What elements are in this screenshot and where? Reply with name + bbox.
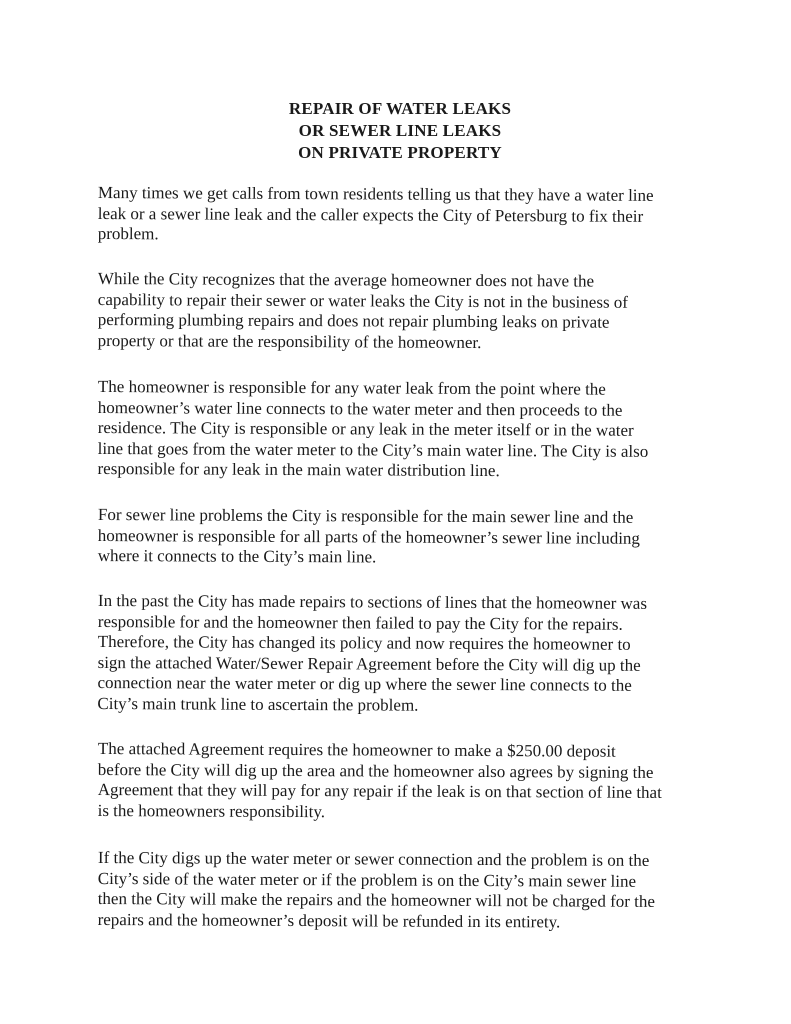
text-line: The attached Agreement requires the homeowner to make a $250.00 deposit [97,739,616,761]
text-line: responsible for any leak in the main water distribution line. [97,458,500,481]
text-line: Many times we get calls from town residents telling us that they have a water line [97,183,654,205]
text-line: homeowner is responsible for all parts of the homeowner’s sewer line including [97,525,641,548]
paragraph-refund-conditions [98,848,718,933]
text-line: performing plumbing repairs and does not repair plumbing leaks on private [97,309,610,332]
paragraph-city-not-plumbing [98,269,718,354]
paragraph-deposit-agreement [98,739,718,824]
title-line: OR SEWER LINE LEAKS [298,121,502,140]
text-line: residence. The City is responsible or any leak in the meter itself or in the water [97,417,634,440]
paragraph-policy-change [97,591,718,717]
text-line: leak or a sewer line leak and the caller expects the City of Petersburg to fix their [97,203,644,226]
text-line: If the City digs up the water meter or sewer connection and the problem is on the [97,848,650,870]
text-line: capability to repair their sewer or water leaks the City is not in the business of [97,289,629,312]
text-line: responsible for and the homeowner then failed to pay the City for the repairs. [97,611,623,634]
text-line: Agreement that they will pay for any repair if the leak is on that section of line that [97,779,662,802]
text-line: repairs and the homeowner’s deposit will be refunded in its entirety. [97,909,561,931]
text-line: then the City will make the repairs and the homeowner will not be charged for the [97,888,655,911]
text-line: For sewer line problems the City is responsible for the main sewer line and the [97,505,634,527]
title-line: REPAIR OF WATER LEAKS [288,99,512,118]
title-line: ON PRIVATE PROPERTY [298,143,502,162]
text-line: property or that are the responsibility of the homeowner. [97,330,482,352]
paragraph-sewer-responsibility [98,505,718,570]
text-line: City’s main trunk line to ascertain the problem. [97,693,419,715]
text-line: is the homeowners responsibility. [97,800,326,821]
text-line: The homeowner is responsible for any water leak from the point where the [97,377,606,399]
text-line: problem. [97,223,159,244]
text-line: City’s side of the water meter or if the problem is on the City’s main sewer line [97,868,637,891]
text-line: where it connects to the City’s main line. [97,545,377,567]
text-line: homeowner’s water line connects to the water meter and then proceeds to the [97,397,623,420]
text-line: line that goes from the water meter to the City’s main water line. The City is also [97,438,649,461]
text-line: sign the attached Water/Sewer Repair Agreement before the City will dig up the [97,652,641,675]
document-title [200,98,600,164]
paragraph-calls-from-residents [98,183,718,248]
text-line: While the City recognizes that the average homeowner does not have the [97,269,595,291]
paragraph-water-leak-responsibility [97,377,718,483]
text-line: connection near the water meter or dig up where the sewer line connects to the [97,672,632,695]
text-line: Therefore, the City has changed its policy and now requires the homeowner to [97,631,631,654]
text-line: In the past the City has made repairs to sections of lines that the homeowner was [97,591,648,613]
text-line: before the City will dig up the area and the homeowner also agrees by signing the [97,759,654,782]
